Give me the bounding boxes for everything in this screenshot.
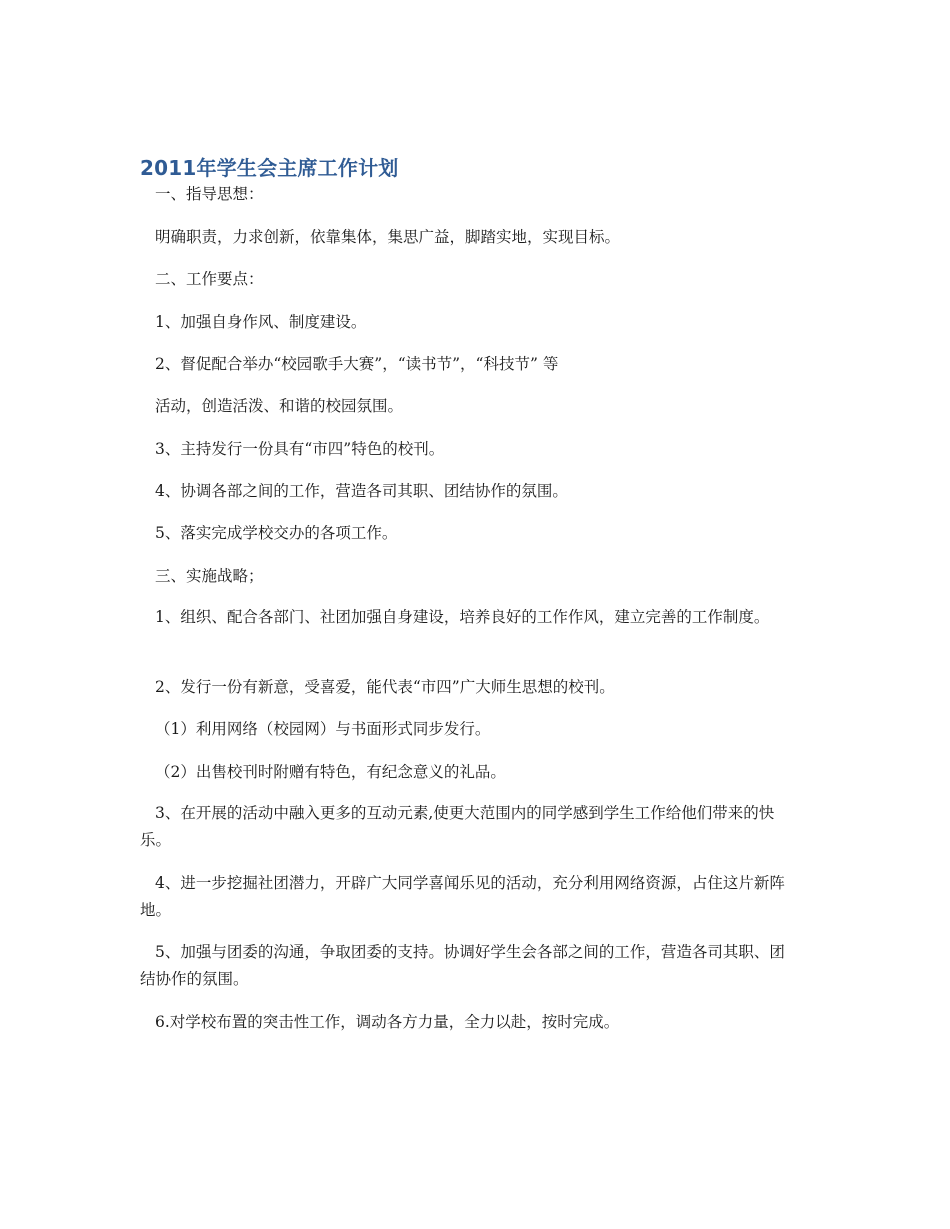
section-heading-work-points: 二、工作要点： xyxy=(155,270,264,288)
work-point-2: 2、督促配合举办“校园歌手大赛”，“读书节”，“科技节” 等 xyxy=(155,355,559,373)
work-point-2-continued: 活动，创造活泼、和谐的校园氛围。 xyxy=(155,397,404,415)
strategy-2-sub-1: （1）利用网络（校园网）与书面形式同步发行。 xyxy=(155,720,491,738)
strategy-5: 5、加强与团委的沟通，争取团委的支持。协调好学生会各部之间的工作，营造各司其职、团结协作的氛围。 xyxy=(140,943,785,988)
strategy-1: 1、组织、配合各部门、社团加强自身建设，培养良好的工作作风，建立完善的工作制度。 xyxy=(155,608,770,626)
section-heading-strategy: 三、实施战略； xyxy=(155,567,264,585)
work-point-1: 1、加强自身作风、制度建设。 xyxy=(155,313,367,331)
document-title: 2011年学生会主席工作计划 xyxy=(140,156,399,180)
paragraph-guiding-ideology: 明确职责，力求创新，依靠集体，集思广益，脚踏实地，实现目标。 xyxy=(155,228,621,246)
work-point-5: 5、落实完成学校交办的各项工作。 xyxy=(155,524,398,542)
strategy-2-sub-2: （2）出售校刊时附赠有特色，有纪念意义的礼品。 xyxy=(155,763,506,781)
work-point-3: 3、主持发行一份具有“市四”特色的校刊。 xyxy=(155,440,445,458)
strategy-6: 6.对学校布置的突击性工作，调动各方力量，全力以赴，按时完成。 xyxy=(155,1013,620,1031)
section-heading-guiding-ideology: 一、指导思想： xyxy=(155,185,264,203)
strategy-3: 3、在开展的活动中融入更多的互动元素,使更大范围内的同学感到学生工作给他们带来的快乐。 xyxy=(140,804,775,849)
work-point-4: 4、协调各部之间的工作，营造各司其职、团结协作的氛围。 xyxy=(155,482,568,500)
strategy-2: 2、发行一份有新意，受喜爱，能代表“市四”广大师生思想的校刊。 xyxy=(155,678,615,696)
strategy-4: 4、进一步挖掘社团潜力，开辟广大同学喜闻乐见的活动，充分利用网络资源，占住这片新阵地。 xyxy=(140,874,785,919)
